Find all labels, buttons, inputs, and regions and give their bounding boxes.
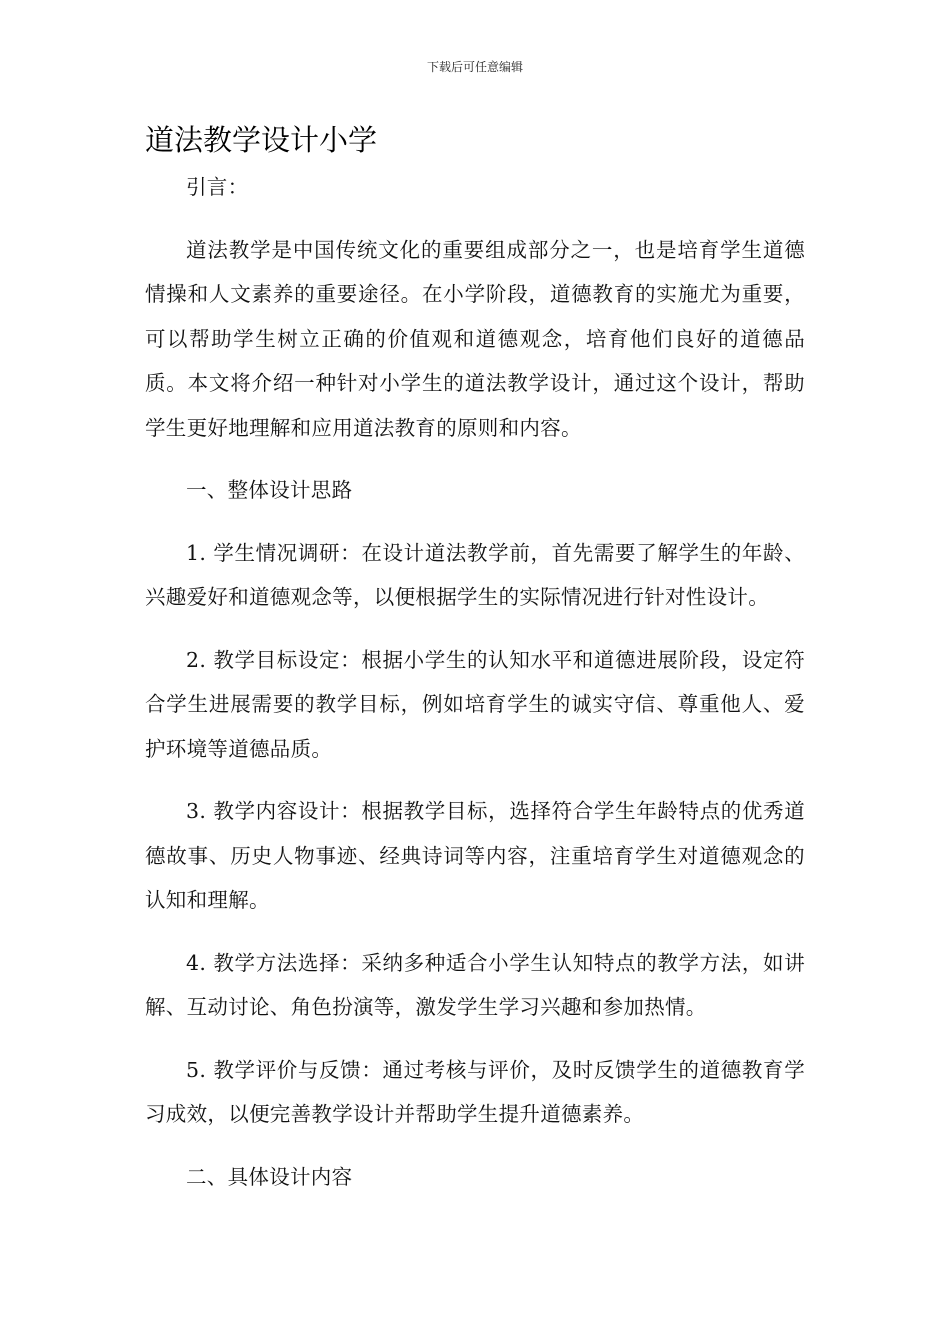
intro-label: 引言： xyxy=(186,175,249,199)
list-item-4: 4. 教学方法选择：采纳多种适合小学生认知特点的教学方法，如讲解、互动讨论、角色扮演等，激发学生学习兴趣和参加热情。 xyxy=(145,950,805,1019)
list-item-1: 1. 学生情况调研：在设计道法教学前，首先需要了解学生的年龄、兴趣爱好和道德观念等，以便根据学生的实际情况进行针对性设计。 xyxy=(145,540,805,609)
intro-paragraph: 道法教学是中国传统文化的重要组成部分之一，也是培育学生道德情操和人文素养的重要途径。在小学阶段，道德教育的实施尤为重要，可以帮助学生树立正确的价值观和道德观念，培育他们良好的道德品质。本文将介绍一种针对小学生的道法教学设计，通过这个设计，帮助学生更好地理解和应用道法教育的原则和内容。 xyxy=(145,237,805,440)
list-item-2: 2. 教学目标设定：根据小学生的认知水平和道德进展阶段，设定符合学生进展需要的教学目标，例如培育学生的诚实守信、尊重他人、爱护环境等道德品质。 xyxy=(145,647,805,761)
header-note: 下载后可任意编辑 xyxy=(426,60,523,74)
list-item-3: 3. 教学内容设计：根据教学目标，选择符合学生年龄特点的优秀道德故事、历史人物事迹、经典诗词等内容，注重培育学生对道德观念的认知和理解。 xyxy=(145,799,805,912)
document-title: 道法教学设计小学 xyxy=(145,123,378,157)
section-heading-1: 一、整体设计思路 xyxy=(186,478,353,502)
document-body xyxy=(145,165,805,1217)
list-item-5: 5. 教学评价与反馈：通过考核与评价，及时反馈学生的道德教育学习成效，以便完善教学设计并帮助学生提升道德素养。 xyxy=(145,1057,805,1126)
section-heading-2: 二、具体设计内容 xyxy=(186,1164,353,1189)
